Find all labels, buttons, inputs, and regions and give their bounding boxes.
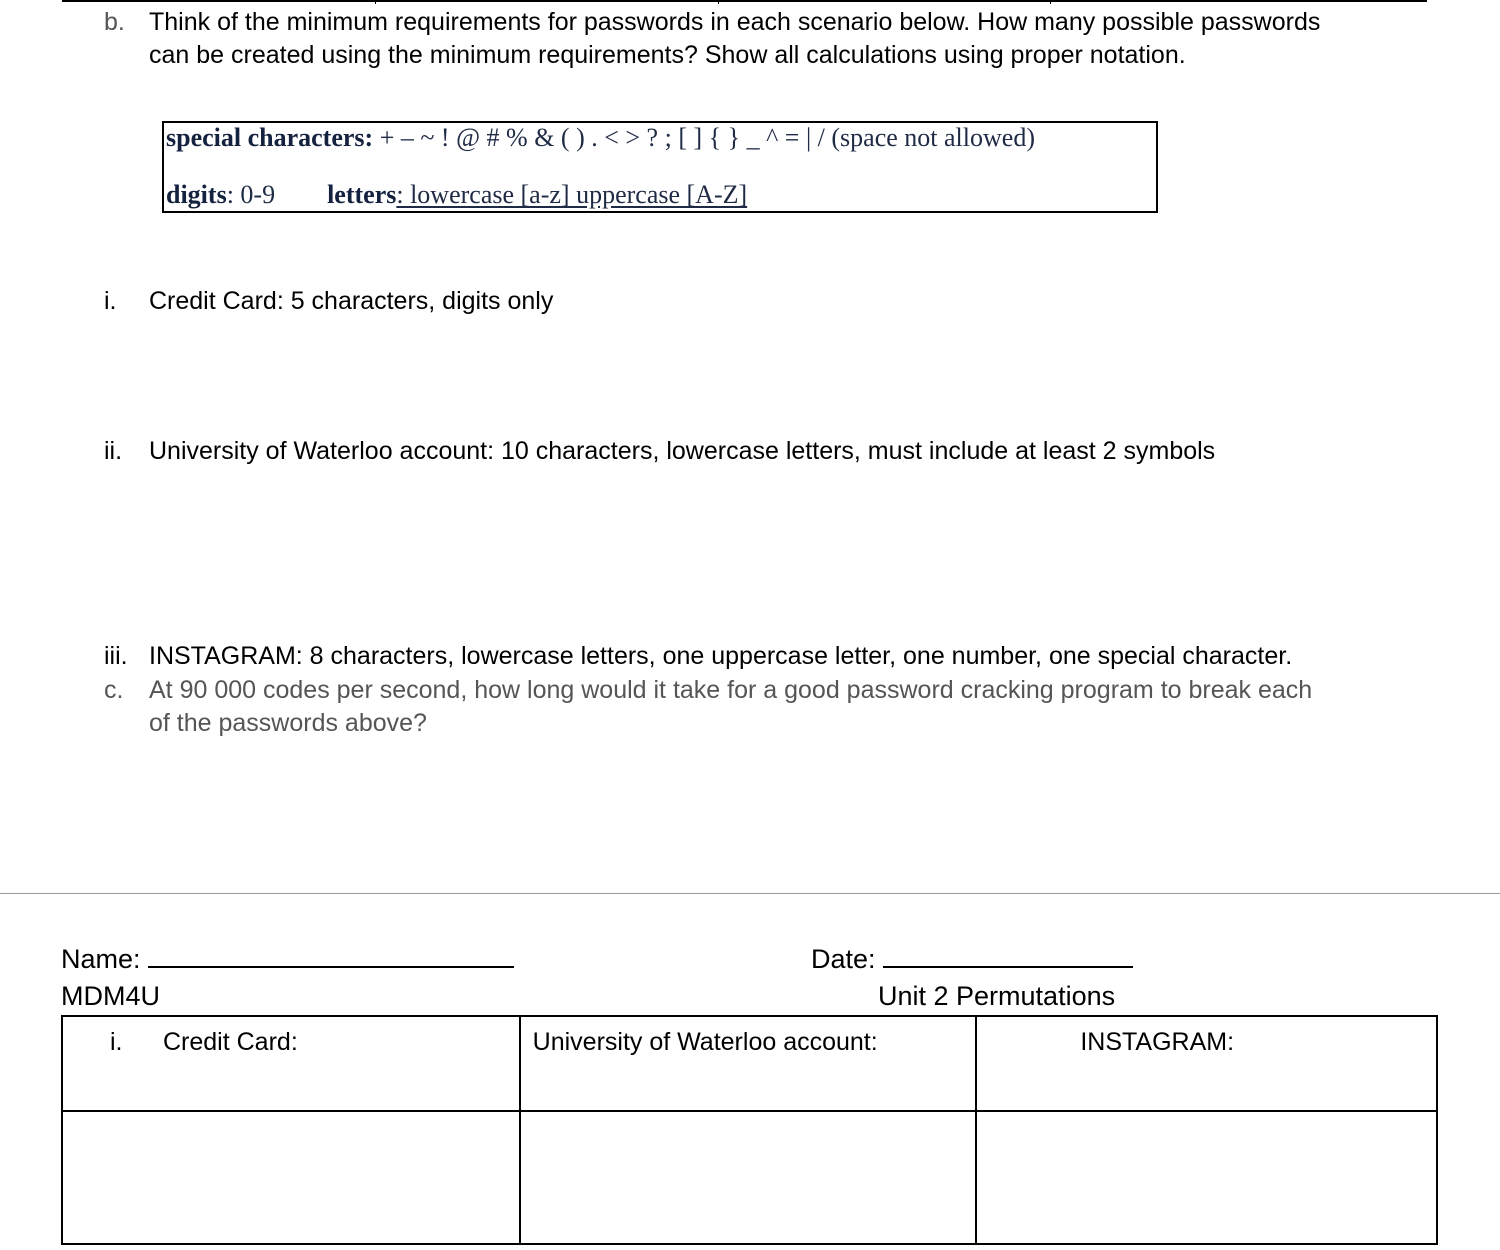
part-b-label: b.: [104, 8, 125, 36]
page-divider: [0, 893, 1500, 894]
date-label: Date:: [811, 944, 876, 974]
special-characters-label: special characters:: [166, 123, 374, 152]
special-characters-row: [166, 123, 1035, 153]
date-blank-line[interactable]: [883, 940, 1133, 968]
instagram-header-cell[interactable]: [976, 1016, 1437, 1111]
instagram-text: INSTAGRAM:: [1080, 1028, 1235, 1056]
part-b-line1: Think of the minimum requirements for passwords in each scenario below. How many possible passwords: [149, 8, 1321, 36]
part-c-label: c.: [104, 676, 124, 704]
top-rule-tick: [1050, 0, 1051, 4]
waterloo-answer-cell[interactable]: [520, 1111, 977, 1244]
instagram-answer-cell[interactable]: [976, 1111, 1437, 1244]
scenario-iii-text: INSTAGRAM: 8 characters, lowercase letters, one uppercase letter, one number, one special character.: [149, 642, 1293, 670]
name-field: [61, 940, 514, 976]
scenario-iii-label: iii.: [104, 642, 128, 670]
credit-card-answer-cell[interactable]: [62, 1111, 520, 1244]
digits-label: digits: [166, 180, 227, 209]
credit-card-text: Credit Card:: [163, 1028, 298, 1056]
name-label: Name:: [61, 944, 141, 974]
special-characters-value: + – ~ ! @ # % & ( ) . < > ? ; [ ] { } _ ^ = | / (space not allowed): [373, 123, 1035, 152]
date-field: [811, 940, 1133, 976]
course-code: MDM4U: [61, 981, 160, 1011]
unit-title: Unit 2 Permutations: [878, 981, 1116, 1011]
top-rule-tick: [718, 0, 719, 4]
credit-card-label: i.: [110, 1028, 123, 1056]
answer-table-blank-row: [62, 1111, 1437, 1244]
character-set-box: [162, 121, 1158, 213]
scenario-ii-label: ii.: [104, 437, 123, 465]
top-rule-tick: [375, 0, 376, 4]
part-c-line2: of the passwords above?: [149, 709, 427, 737]
digits-letters-row: [166, 180, 747, 210]
credit-card-header-cell[interactable]: [62, 1016, 520, 1111]
scenario-ii-text: University of Waterloo account: 10 characters, lowercase letters, must include at least 2 symbols: [149, 437, 1216, 465]
scenario-i-text: Credit Card: 5 characters, digits only: [149, 287, 554, 315]
digits-value: : 0-9: [226, 180, 276, 209]
waterloo-text: University of Waterloo account:: [532, 1028, 878, 1056]
part-c-line1: At 90 000 codes per second, how long would it take for a good password cracking program to break each: [149, 676, 1313, 704]
waterloo-header-cell[interactable]: [520, 1016, 977, 1111]
letters-label: letters: [327, 180, 397, 209]
name-blank-line[interactable]: [148, 940, 514, 968]
top-rule: [62, 0, 1427, 2]
letters-value: : lowercase [a-z] uppercase [A-Z]: [396, 180, 748, 209]
answer-table-header-row: [62, 1016, 1437, 1111]
answer-table: [61, 1015, 1438, 1245]
part-b-line2: can be created using the minimum requirements? Show all calculations using proper notation.: [149, 41, 1186, 69]
scenario-i-label: i.: [104, 287, 117, 315]
